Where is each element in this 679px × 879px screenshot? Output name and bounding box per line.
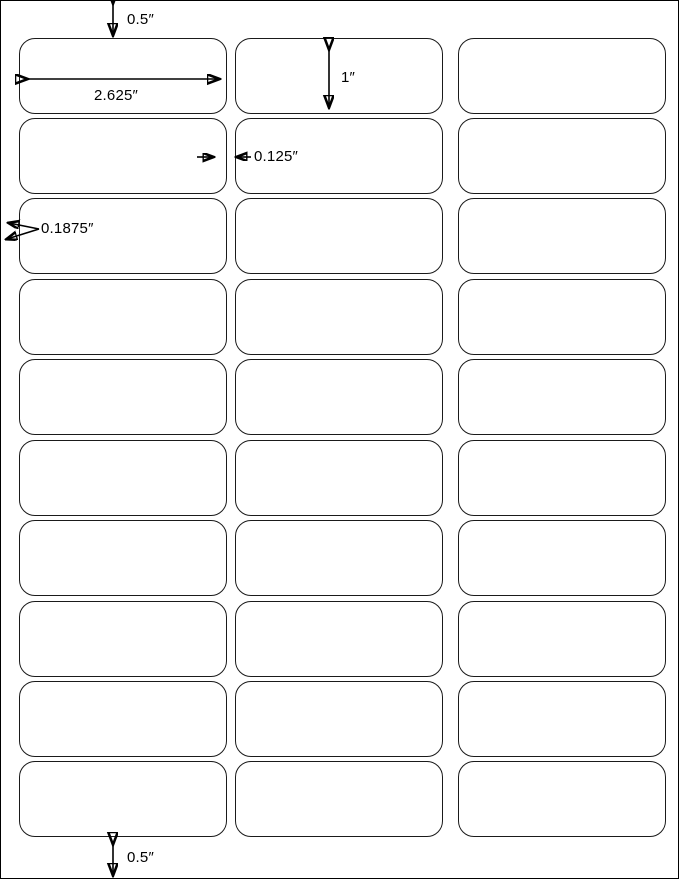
- label-cell: [19, 681, 227, 757]
- label-cell: [19, 359, 227, 435]
- dimension-top-margin: 0.5″: [127, 11, 154, 28]
- label-cell: [235, 761, 443, 837]
- label-cell: [235, 440, 443, 516]
- label-cell: [19, 520, 227, 596]
- label-cell: [458, 279, 666, 355]
- label-cell: [458, 520, 666, 596]
- label-cell: [235, 520, 443, 596]
- dimension-side-margin: 0.1875″: [41, 220, 94, 237]
- label-cell: [235, 198, 443, 274]
- label-cell: [19, 279, 227, 355]
- dimension-label-width: 2.625″: [94, 87, 139, 104]
- label-cell: [235, 359, 443, 435]
- label-cell: [458, 440, 666, 516]
- label-cell: [458, 359, 666, 435]
- dimension-label-height: 1″: [341, 69, 356, 86]
- label-cell: [19, 440, 227, 516]
- label-cell: [458, 681, 666, 757]
- label-cell: [458, 601, 666, 677]
- label-cell: [235, 601, 443, 677]
- label-cell: [235, 681, 443, 757]
- label-cell: [19, 118, 227, 194]
- label-cell: [19, 761, 227, 837]
- label-cell: [458, 38, 666, 114]
- label-cell: [235, 279, 443, 355]
- label-cell: [458, 118, 666, 194]
- label-cell: [235, 38, 443, 114]
- dimension-bottom-margin: 0.5″: [127, 849, 154, 866]
- dimension-horizontal-gap: 0.125″: [254, 148, 299, 165]
- label-cell: [458, 198, 666, 274]
- label-cell: [19, 601, 227, 677]
- label-cell: [458, 761, 666, 837]
